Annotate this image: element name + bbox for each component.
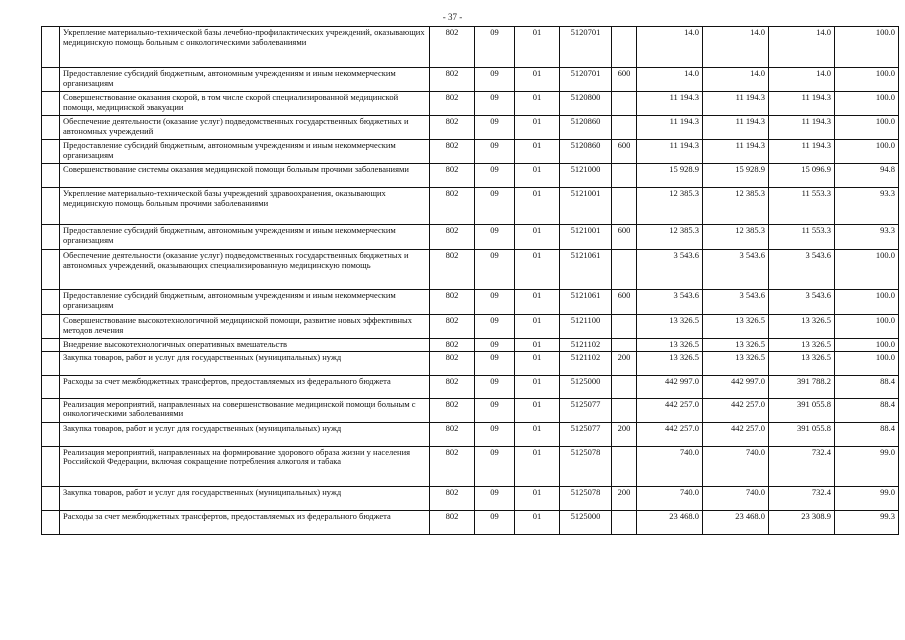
cell-target-article: 5121102 (560, 339, 612, 352)
cell-name: Укрепление материально-технической базы лечебно-профилактических учреждений, оказывающих медицинскую помощь больным с онкологическими заболеваниями (60, 27, 430, 68)
cell-section: 09 (475, 116, 515, 140)
table-row (42, 398, 899, 422)
table-row (42, 225, 899, 250)
cell-subsection: 01 (515, 116, 560, 140)
cell-name: Реализация мероприятий, направленных на формирование здорового образа жизни у населения Российской Федерации, включая сокращение потребления алкоголя и табака (60, 446, 430, 486)
cell-target-article: 5120860 (560, 116, 612, 140)
cell-refined: 12 385.3 (703, 188, 769, 225)
cell-target-article: 5125000 (560, 375, 612, 398)
cell-name: Внедрение высокотехнологичных оперативных вмешательств (60, 339, 430, 352)
cell-executed: 23 308.9 (769, 510, 835, 534)
cell-executed: 391 055.8 (769, 398, 835, 422)
cell-ministry-code: 802 (430, 351, 475, 375)
cell-percent: 88.4 (835, 375, 899, 398)
cell-ministry-code: 802 (430, 188, 475, 225)
cell-blank (42, 225, 60, 250)
cell-approved: 442 257.0 (637, 398, 703, 422)
cell-section: 09 (475, 398, 515, 422)
cell-target-article: 5120701 (560, 68, 612, 92)
cell-blank (42, 422, 60, 446)
cell-expense-type: 200 (612, 422, 637, 446)
cell-refined: 740.0 (703, 446, 769, 486)
cell-approved: 14.0 (637, 68, 703, 92)
cell-blank (42, 140, 60, 164)
cell-target-article: 5121100 (560, 315, 612, 339)
cell-percent: 94.8 (835, 164, 899, 188)
cell-executed: 11 194.3 (769, 92, 835, 116)
cell-section: 09 (475, 446, 515, 486)
cell-target-article: 5125078 (560, 446, 612, 486)
table-row (42, 351, 899, 375)
cell-percent: 88.4 (835, 398, 899, 422)
cell-subsection: 01 (515, 290, 560, 315)
cell-section: 09 (475, 140, 515, 164)
cell-approved: 12 385.3 (637, 225, 703, 250)
cell-percent: 100.0 (835, 92, 899, 116)
cell-subsection: 01 (515, 315, 560, 339)
cell-approved: 13 326.5 (637, 351, 703, 375)
cell-executed: 3 543.6 (769, 250, 835, 290)
cell-refined: 11 194.3 (703, 92, 769, 116)
cell-approved: 11 194.3 (637, 116, 703, 140)
cell-section: 09 (475, 188, 515, 225)
table-row (42, 116, 899, 140)
cell-subsection: 01 (515, 510, 560, 534)
cell-subsection: 01 (515, 225, 560, 250)
table-row (42, 250, 899, 290)
cell-section: 09 (475, 164, 515, 188)
cell-expense-type: 600 (612, 68, 637, 92)
cell-subsection: 01 (515, 27, 560, 68)
cell-ministry-code: 802 (430, 375, 475, 398)
cell-expense-type: 600 (612, 290, 637, 315)
cell-percent: 100.0 (835, 140, 899, 164)
cell-expense-type (612, 27, 637, 68)
cell-executed: 732.4 (769, 486, 835, 510)
cell-refined: 14.0 (703, 68, 769, 92)
cell-section: 09 (475, 250, 515, 290)
cell-blank (42, 446, 60, 486)
cell-name: Предоставление субсидий бюджетным, автономным учреждениям и иным некоммерческим организациям (60, 290, 430, 315)
cell-refined: 15 928.9 (703, 164, 769, 188)
cell-expense-type (612, 92, 637, 116)
table-row (42, 510, 899, 534)
cell-blank (42, 68, 60, 92)
cell-approved: 15 928.9 (637, 164, 703, 188)
cell-name: Укрепление материально-технической базы учреждений здравоохранения, оказывающих медицинскую помощь больным прочими заболеваниями (60, 188, 430, 225)
cell-subsection: 01 (515, 250, 560, 290)
cell-approved: 442 997.0 (637, 375, 703, 398)
cell-name: Расходы за счет межбюджетных трансфертов, предоставляемых из федерального бюджета (60, 375, 430, 398)
cell-expense-type: 200 (612, 351, 637, 375)
cell-ministry-code: 802 (430, 510, 475, 534)
cell-percent: 100.0 (835, 116, 899, 140)
cell-subsection: 01 (515, 351, 560, 375)
cell-section: 09 (475, 339, 515, 352)
cell-name: Закупка товаров, работ и услуг для государственных (муниципальных) нужд (60, 351, 430, 375)
cell-expense-type (612, 250, 637, 290)
cell-ministry-code: 802 (430, 250, 475, 290)
cell-name: Совершенствование системы оказания медицинской помощи больным прочими заболеваниями (60, 164, 430, 188)
cell-name: Расходы за счет межбюджетных трансфертов, предоставляемых из федерального бюджета (60, 510, 430, 534)
table-row (42, 486, 899, 510)
cell-percent: 100.0 (835, 351, 899, 375)
table-row (42, 188, 899, 225)
table-row (42, 290, 899, 315)
cell-target-article: 5121001 (560, 225, 612, 250)
cell-refined: 13 326.5 (703, 315, 769, 339)
cell-approved: 740.0 (637, 446, 703, 486)
cell-executed: 14.0 (769, 68, 835, 92)
cell-section: 09 (475, 315, 515, 339)
cell-executed: 14.0 (769, 27, 835, 68)
cell-percent: 88.4 (835, 422, 899, 446)
cell-name: Закупка товаров, работ и услуг для государственных (муниципальных) нужд (60, 422, 430, 446)
cell-section: 09 (475, 351, 515, 375)
cell-executed: 11 194.3 (769, 116, 835, 140)
cell-percent: 99.3 (835, 510, 899, 534)
cell-approved: 13 326.5 (637, 315, 703, 339)
cell-blank (42, 339, 60, 352)
table-row (42, 68, 899, 92)
cell-approved: 3 543.6 (637, 290, 703, 315)
cell-blank (42, 315, 60, 339)
cell-target-article: 5121000 (560, 164, 612, 188)
cell-blank (42, 250, 60, 290)
cell-subsection: 01 (515, 375, 560, 398)
cell-blank (42, 290, 60, 315)
cell-executed: 13 326.5 (769, 315, 835, 339)
cell-blank (42, 116, 60, 140)
cell-executed: 15 096.9 (769, 164, 835, 188)
cell-target-article: 5120701 (560, 27, 612, 68)
cell-percent: 93.3 (835, 188, 899, 225)
cell-ministry-code: 802 (430, 315, 475, 339)
table-row (42, 375, 899, 398)
cell-target-article: 5121061 (560, 290, 612, 315)
cell-percent: 100.0 (835, 290, 899, 315)
cell-approved: 3 543.6 (637, 250, 703, 290)
cell-subsection: 01 (515, 339, 560, 352)
cell-section: 09 (475, 486, 515, 510)
cell-expense-type: 600 (612, 140, 637, 164)
table-row (42, 339, 899, 352)
cell-target-article: 5125078 (560, 486, 612, 510)
cell-refined: 12 385.3 (703, 225, 769, 250)
cell-refined: 3 543.6 (703, 250, 769, 290)
table-body (42, 27, 899, 535)
cell-name: Совершенствование оказания скорой, в том числе скорой специализированной медицинской помощи, медицинской эвакуации (60, 92, 430, 116)
cell-refined: 442 997.0 (703, 375, 769, 398)
cell-name: Реализация мероприятий, направленных на совершенствование медицинской помощи больным с онкологическими заболеваниями (60, 398, 430, 422)
cell-section: 09 (475, 375, 515, 398)
cell-subsection: 01 (515, 164, 560, 188)
cell-percent: 100.0 (835, 339, 899, 352)
cell-executed: 11 553.3 (769, 188, 835, 225)
cell-expense-type: 200 (612, 486, 637, 510)
cell-ministry-code: 802 (430, 446, 475, 486)
cell-percent: 99.0 (835, 486, 899, 510)
cell-expense-type (612, 116, 637, 140)
cell-name: Предоставление субсидий бюджетным, автономным учреждениям и иным некоммерческим организациям (60, 68, 430, 92)
cell-approved: 11 194.3 (637, 140, 703, 164)
cell-refined: 3 543.6 (703, 290, 769, 315)
cell-approved: 14.0 (637, 27, 703, 68)
cell-expense-type (612, 339, 637, 352)
cell-executed: 11 194.3 (769, 140, 835, 164)
cell-executed: 391 055.8 (769, 422, 835, 446)
cell-expense-type (612, 446, 637, 486)
cell-expense-type (612, 510, 637, 534)
cell-blank (42, 351, 60, 375)
cell-executed: 13 326.5 (769, 351, 835, 375)
cell-percent: 100.0 (835, 250, 899, 290)
cell-ministry-code: 802 (430, 27, 475, 68)
cell-target-article: 5125000 (560, 510, 612, 534)
cell-target-article: 5121001 (560, 188, 612, 225)
cell-executed: 391 788.2 (769, 375, 835, 398)
cell-refined: 442 257.0 (703, 398, 769, 422)
cell-ministry-code: 802 (430, 398, 475, 422)
cell-approved: 740.0 (637, 486, 703, 510)
cell-refined: 23 468.0 (703, 510, 769, 534)
cell-section: 09 (475, 27, 515, 68)
cell-executed: 3 543.6 (769, 290, 835, 315)
cell-target-article: 5125077 (560, 398, 612, 422)
cell-percent: 100.0 (835, 315, 899, 339)
cell-executed: 11 553.3 (769, 225, 835, 250)
cell-approved: 13 326.5 (637, 339, 703, 352)
cell-expense-type (612, 164, 637, 188)
cell-percent: 93.3 (835, 225, 899, 250)
cell-expense-type: 600 (612, 225, 637, 250)
cell-refined: 11 194.3 (703, 116, 769, 140)
cell-expense-type (612, 375, 637, 398)
cell-percent: 99.0 (835, 446, 899, 486)
cell-name: Обеспечение деятельности (оказание услуг) подведомственных государственных бюджетных и автономных учреждений, оказывающих специализированную медицинскую помощь (60, 250, 430, 290)
cell-section: 09 (475, 290, 515, 315)
cell-percent: 100.0 (835, 68, 899, 92)
cell-ministry-code: 802 (430, 486, 475, 510)
cell-percent: 100.0 (835, 27, 899, 68)
cell-blank (42, 398, 60, 422)
table-row (42, 164, 899, 188)
cell-blank (42, 486, 60, 510)
cell-refined: 14.0 (703, 27, 769, 68)
cell-expense-type (612, 315, 637, 339)
table-row (42, 140, 899, 164)
cell-subsection: 01 (515, 188, 560, 225)
cell-name: Закупка товаров, работ и услуг для государственных (муниципальных) нужд (60, 486, 430, 510)
cell-ministry-code: 802 (430, 92, 475, 116)
cell-name: Обеспечение деятельности (оказание услуг) подведомственных государственных бюджетных и автономных учреждений (60, 116, 430, 140)
cell-refined: 13 326.5 (703, 351, 769, 375)
cell-subsection: 01 (515, 446, 560, 486)
table-row (42, 27, 899, 68)
cell-target-article: 5120860 (560, 140, 612, 164)
table-row (42, 315, 899, 339)
cell-refined: 11 194.3 (703, 140, 769, 164)
cell-section: 09 (475, 225, 515, 250)
cell-ministry-code: 802 (430, 225, 475, 250)
table-row (42, 446, 899, 486)
cell-ministry-code: 802 (430, 339, 475, 352)
cell-approved: 11 194.3 (637, 92, 703, 116)
cell-section: 09 (475, 92, 515, 116)
cell-target-article: 5125077 (560, 422, 612, 446)
cell-approved: 12 385.3 (637, 188, 703, 225)
cell-name: Предоставление субсидий бюджетным, автономным учреждениям и иным некоммерческим организациям (60, 140, 430, 164)
cell-target-article: 5120800 (560, 92, 612, 116)
cell-subsection: 01 (515, 422, 560, 446)
cell-executed: 732.4 (769, 446, 835, 486)
cell-refined: 442 257.0 (703, 422, 769, 446)
cell-blank (42, 27, 60, 68)
budget-table (41, 26, 899, 535)
cell-name: Предоставление субсидий бюджетным, автономным учреждениям и иным некоммерческим организациям (60, 225, 430, 250)
cell-refined: 13 326.5 (703, 339, 769, 352)
page-number: - 37 - (442, 12, 463, 22)
cell-section: 09 (475, 422, 515, 446)
cell-ministry-code: 802 (430, 140, 475, 164)
cell-subsection: 01 (515, 398, 560, 422)
cell-ministry-code: 802 (430, 422, 475, 446)
cell-ministry-code: 802 (430, 68, 475, 92)
cell-blank (42, 188, 60, 225)
cell-blank (42, 164, 60, 188)
table-row (42, 92, 899, 116)
cell-blank (42, 510, 60, 534)
cell-approved: 442 257.0 (637, 422, 703, 446)
cell-ministry-code: 802 (430, 290, 475, 315)
cell-expense-type (612, 398, 637, 422)
cell-subsection: 01 (515, 68, 560, 92)
cell-ministry-code: 802 (430, 116, 475, 140)
cell-subsection: 01 (515, 140, 560, 164)
cell-subsection: 01 (515, 486, 560, 510)
cell-section: 09 (475, 510, 515, 534)
cell-ministry-code: 802 (430, 164, 475, 188)
cell-expense-type (612, 188, 637, 225)
cell-approved: 23 468.0 (637, 510, 703, 534)
cell-executed: 13 326.5 (769, 339, 835, 352)
cell-subsection: 01 (515, 92, 560, 116)
cell-blank (42, 92, 60, 116)
cell-blank (42, 375, 60, 398)
cell-section: 09 (475, 68, 515, 92)
cell-refined: 740.0 (703, 486, 769, 510)
cell-target-article: 5121061 (560, 250, 612, 290)
cell-name: Совершенствование высокотехнологичной медицинской помощи, развитие новых эффективных методов лечения (60, 315, 430, 339)
cell-target-article: 5121102 (560, 351, 612, 375)
table-row (42, 422, 899, 446)
